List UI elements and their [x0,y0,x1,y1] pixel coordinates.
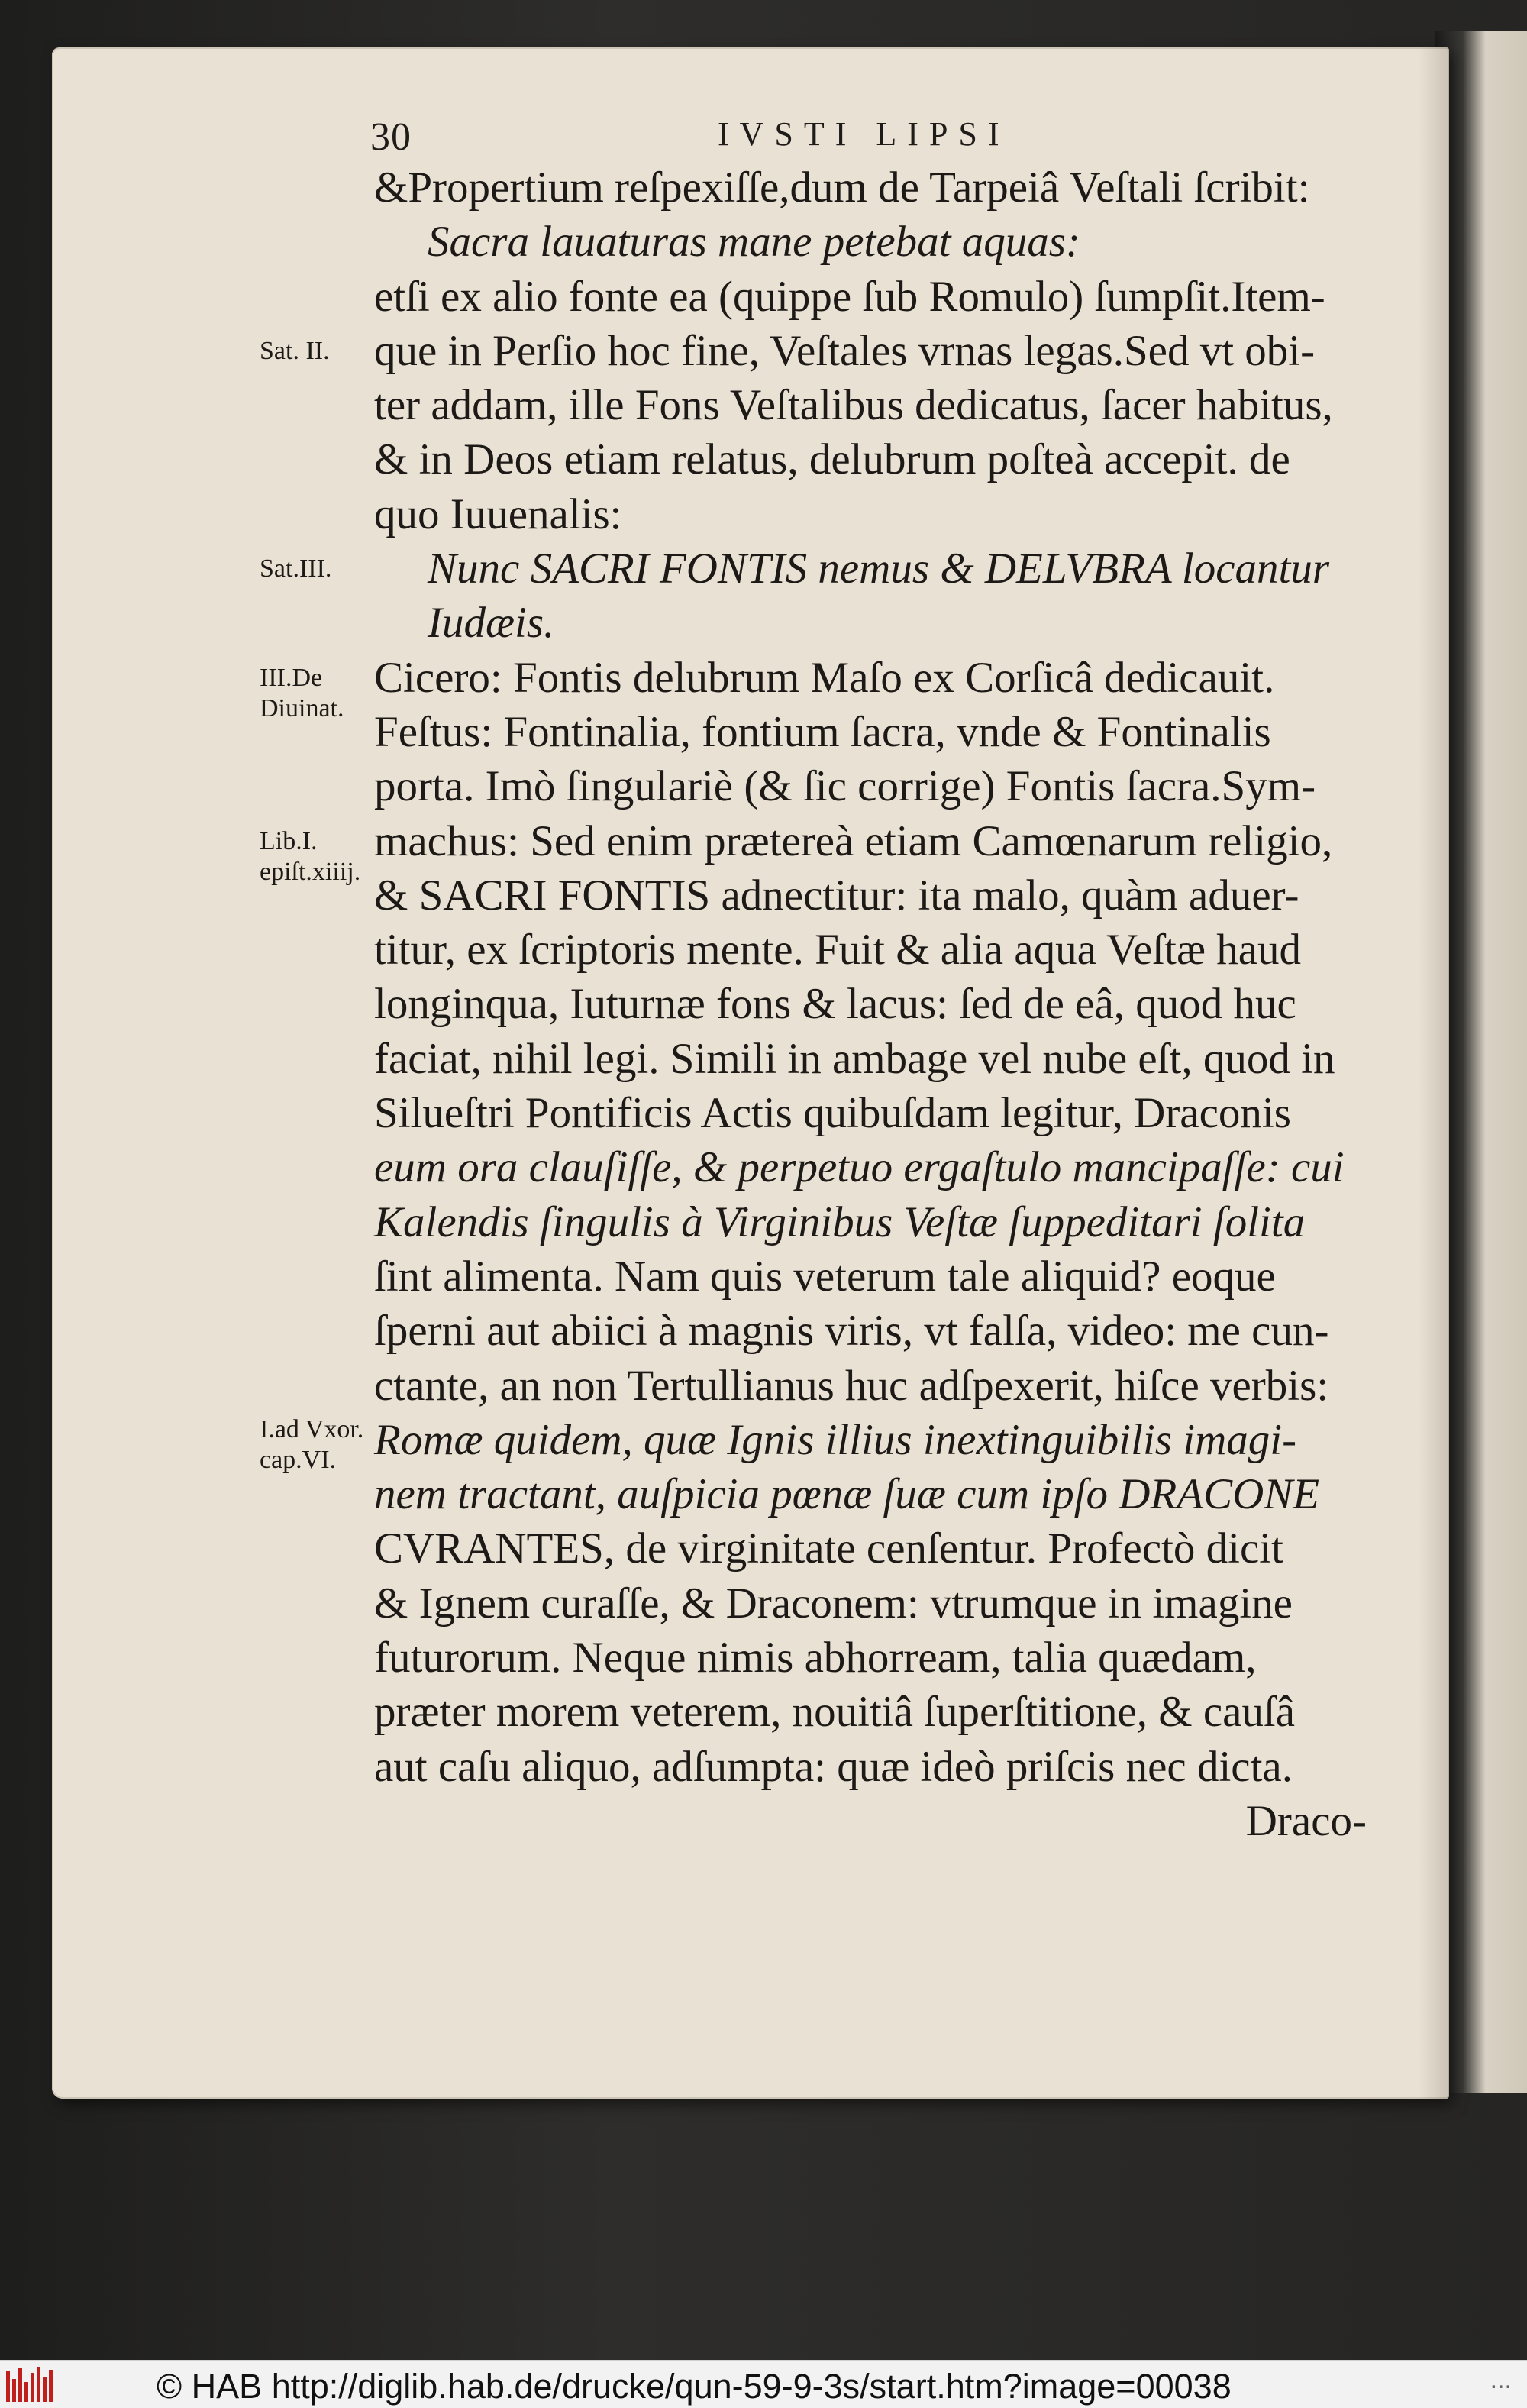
text-line: Feſtus: Fontinalia, fontium ſacra, vnde & Fontinalis [374,707,1271,756]
text-line: ſint alimenta. Nam quis veterum tale aliquid? eoque [374,1252,1276,1301]
text-line: CVRANTES, de virginitate cenſentur. Profectò dicit [374,1524,1283,1573]
text-line: titur, ex ſcriptoris mente. Fuit & alia aqua Veſtæ haud [374,926,1302,975]
text-line: que in Perſio hoc fine, Veſtales vrnas legas.Sed vt obi- [374,326,1316,375]
text-line: eum ora clauſiſſe, & perpetuo ergaſtulo mancipaſſe: cui [374,1143,1345,1192]
text-line: Sacra lauaturas mane petebat aquas: [428,218,1080,267]
margin-note: Lib.I. epiſt.xiiij. [260,827,361,886]
text-line: &Propertium reſpexiſſe,dum de Tarpeiâ Veſtali ſcribit: [374,163,1310,212]
text-line: faciat, nihil legi. Simili in ambage vel nube eſt, quod in [374,1034,1335,1083]
text-line: Romæ quidem, quæ Ignis illius inextinguibilis imagi- [374,1415,1297,1464]
hab-logo-icon [6,2367,66,2402]
margin-note: III.De Diuinat. [260,664,344,722]
text-line: & Ignem curaſſe, & Draconem: vtrumque in imagine [374,1579,1293,1627]
page-body [374,160,1367,1848]
text-line: Silueſtri Pontificis Actis quibuſdam legitur, Draconis [374,1089,1291,1138]
text-line: aut caſu aliquo, adſumpta: quæ ideò priſcis nec dicta. [374,1742,1293,1791]
text-line: Iudæis. [428,599,555,648]
running-title: IVSTI LIPSI [718,115,1010,153]
text-line: præter morem veterem, nouitiâ ſuperſtitione, & cauſâ [374,1688,1296,1737]
footer-bar [0,2360,1527,2408]
text-line: Kalendis ſingulis à Virginibus Veſtæ ſuppeditari ſolita [374,1198,1306,1246]
text-line: ſperni aut abiici à magnis viris, vt falſa, video: me cun- [374,1307,1329,1356]
text-line: ter addam, ille Fons Veſtalibus dedicatus, ſacer habitus, [374,381,1333,430]
text-line: etſi ex alio fonte ea (quippe ſub Romulo) ſumpſit.Item- [374,272,1325,321]
more-icon[interactable]: ... [1490,2365,1512,2394]
text-line: Cicero: Fontis delubrum Maſo ex Corſicâ dedicauit. [374,653,1275,702]
margin-note: I.ad Vxor. cap.VI. [260,1415,364,1474]
copyright-link[interactable]: © HAB http://diglib.hab.de/drucke/qun-59-9-3s/start.htm?image=00038 [157,2367,1232,2406]
text-line: & in Deos etiam relatus, delubrum poſteà accepit. de [374,435,1290,484]
page-number: 30 [370,115,412,159]
next-page-edge [1435,31,1527,2093]
text-line: nem tractant, auſpicia pœnæ ſuæ cum ipſo DRACONE [374,1470,1320,1519]
margin-note: Sat.III. [260,554,332,583]
text-line: & SACRI FONTIS adnectitur: ita malo, quàm aduer- [374,871,1299,920]
catchword: Draco- [1245,1796,1367,1845]
text-line: longinqua, Iuturnæ fons & lacus: ſed de eâ, quod huc [374,980,1296,1029]
margin-note: Sat. II. [260,337,330,365]
text-line: ctante, an non Tertullianus huc adſpexerit, hiſce verbis: [374,1361,1329,1410]
text-line: quo Iuuenalis: [374,490,622,538]
text-line: porta. Imò ſingulariè (& ſic corrige) Fontis ſacra.Sym- [374,762,1316,811]
text-line: futurorum. Neque nimis abhorream, talia quædam, [374,1634,1257,1682]
text-line: Nunc SACRI FONTIS nemus & DELVBRA locantur [428,545,1330,593]
text-line: machus: Sed enim prætereà etiam Camœnarum religio, [374,816,1333,865]
